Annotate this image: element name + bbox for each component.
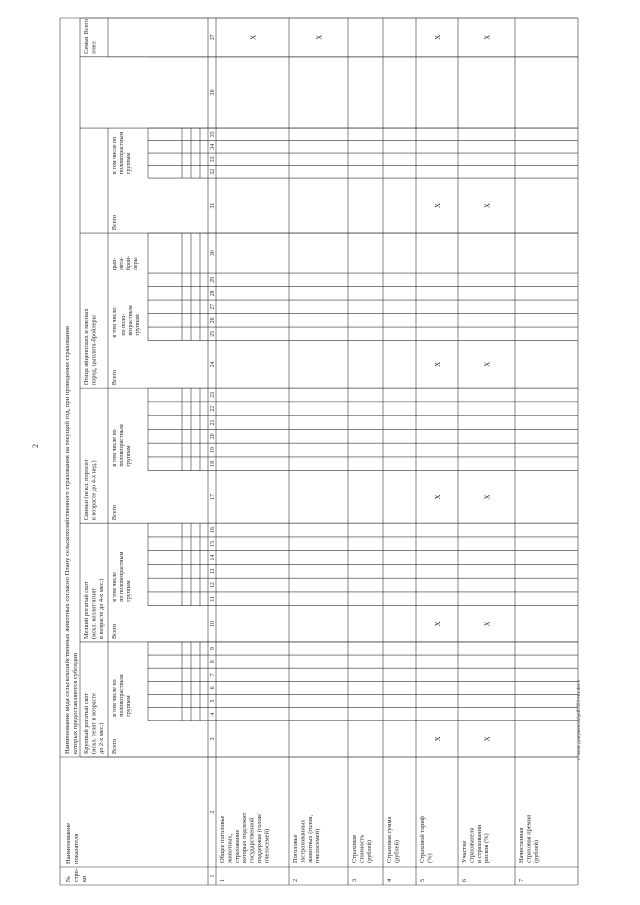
group-title: Крупный рогатый скот bbox=[83, 692, 90, 754]
age-group-label: возрастным bbox=[128, 305, 134, 336]
age-group-label: группам bbox=[126, 152, 132, 175]
vsego-label: Всего bbox=[111, 738, 118, 754]
group-title: (искл. козлят/ягнят bbox=[90, 587, 98, 639]
column-number: 4 bbox=[210, 712, 216, 716]
incl-label: в том числе: bbox=[112, 306, 118, 338]
age-group-label: в том числе bbox=[112, 572, 118, 602]
age-group-label: в том числе по bbox=[112, 679, 118, 717]
age-group-label: в том числе по bbox=[112, 429, 118, 467]
row-number: 5 bbox=[419, 878, 426, 882]
x-mark: Х bbox=[434, 203, 442, 209]
row-label: страхование bbox=[233, 829, 241, 863]
row-label: страховая премия bbox=[525, 814, 533, 863]
x-mark: Х bbox=[434, 361, 442, 367]
row-label: Страховой тариф bbox=[419, 816, 426, 863]
rotated-table bbox=[60, 18, 578, 885]
vsego-label: Всего bbox=[111, 369, 118, 386]
column-number: 3 bbox=[210, 737, 216, 741]
row-label: Общее поголовье bbox=[219, 815, 226, 863]
group-title: Свиньи (искл. поросят bbox=[83, 459, 90, 521]
row-label: которых подлежит bbox=[241, 812, 249, 863]
row-label: (рублей) bbox=[393, 839, 401, 863]
num-col-header: стро- bbox=[73, 868, 80, 882]
column-number: 31 bbox=[210, 202, 216, 209]
x-mark: Х bbox=[483, 621, 492, 627]
group-title: (искл. телят в возрасте bbox=[90, 693, 98, 754]
column-number: 8 bbox=[210, 660, 216, 664]
column-number: 10 bbox=[210, 620, 216, 627]
column-number: 35 bbox=[210, 131, 216, 138]
broiler-label: цып- bbox=[112, 257, 118, 271]
age-group-label: половозрастным bbox=[119, 131, 125, 175]
num-col-header: ки bbox=[81, 875, 88, 882]
group-title: пород, цыплята-бройлеры bbox=[90, 315, 98, 386]
age-group-label: группам bbox=[126, 445, 132, 467]
group-title: в возрасте до 4-х нед.) bbox=[90, 460, 98, 521]
column-number: 15 bbox=[210, 540, 216, 547]
column-number: 7 bbox=[210, 673, 216, 677]
age-group-label: по поло- bbox=[121, 313, 127, 336]
vsego-label: Всего bbox=[111, 214, 118, 231]
column-number: 18 bbox=[210, 460, 216, 467]
row-label: рисков (%) bbox=[483, 833, 491, 863]
group-title: пчел bbox=[90, 41, 98, 54]
group-title: Семьи bbox=[83, 36, 90, 54]
x-mark: Х bbox=[483, 203, 492, 209]
x-mark: Х bbox=[249, 34, 258, 40]
page-number: 2 bbox=[31, 444, 40, 448]
row-label: государственной bbox=[248, 817, 256, 863]
column-number: 22 bbox=[210, 405, 216, 412]
x-mark: Х bbox=[434, 621, 442, 627]
column-number: 9 bbox=[210, 647, 216, 650]
row-label: застрахованных bbox=[299, 819, 307, 863]
row-label: стоимость bbox=[358, 834, 366, 863]
x-mark: Х bbox=[434, 34, 442, 40]
row-label: Поголовье bbox=[292, 834, 299, 863]
column-number: 20 bbox=[210, 433, 216, 440]
column-number: 23 bbox=[210, 392, 216, 398]
column-number: 17 bbox=[210, 494, 216, 500]
x-mark: Х bbox=[315, 34, 324, 40]
row-number: 1 bbox=[219, 878, 226, 882]
column-number: 5 bbox=[210, 699, 216, 703]
vsego-label: Всего bbox=[111, 623, 118, 639]
column-number: 28 bbox=[210, 290, 216, 297]
x-mark: Х bbox=[434, 494, 442, 500]
vsego-label: Всего bbox=[111, 504, 118, 521]
column-number: 33 bbox=[210, 156, 216, 163]
x-mark: Х bbox=[483, 494, 492, 500]
group-title: Мелкий рогатый скот bbox=[83, 581, 90, 639]
column-number: 24 bbox=[210, 361, 216, 368]
main-header: которых предоставляются субсидии bbox=[72, 652, 79, 754]
row-number: 7 bbox=[518, 878, 525, 882]
row-label: Страховая bbox=[351, 835, 358, 863]
group-title: Всего bbox=[83, 19, 90, 35]
column-number: 30 bbox=[210, 250, 216, 256]
row-label: (%) bbox=[426, 853, 434, 863]
column-number: 27 bbox=[210, 303, 216, 310]
broiler-label: брой- bbox=[126, 255, 132, 271]
column-number: 6 bbox=[210, 686, 216, 690]
column-number: 36 bbox=[210, 89, 216, 96]
column-number: 34 bbox=[210, 143, 216, 150]
indicator-header: показателя bbox=[73, 833, 80, 864]
row-label: (рублей) bbox=[365, 839, 373, 863]
age-group-label: по половозрастным bbox=[119, 551, 125, 602]
row-label: Начисленная bbox=[518, 827, 525, 863]
row-label: животных, bbox=[226, 833, 234, 863]
column-number: 12 bbox=[210, 582, 216, 588]
column-number: 21 bbox=[210, 419, 216, 426]
broiler-label: леры bbox=[133, 257, 139, 271]
column-number: 14 bbox=[210, 554, 216, 561]
row-number: 3 bbox=[351, 878, 358, 882]
row-label: (рублей) bbox=[532, 839, 540, 863]
broiler-label: лята- bbox=[119, 256, 125, 271]
row-label: пчелосемей) bbox=[263, 828, 271, 863]
age-group-label: в том числе по bbox=[112, 136, 118, 175]
column-number: 1 bbox=[210, 874, 216, 878]
column-number: 29 bbox=[210, 276, 216, 283]
group-title: в возрасте до 4-х мес.) bbox=[98, 578, 105, 639]
x-mark: Х bbox=[483, 361, 492, 367]
row-number: 4 bbox=[386, 878, 393, 882]
num-col-header: № bbox=[65, 876, 72, 882]
column-number: 26 bbox=[210, 317, 216, 324]
row-label: в страховании bbox=[475, 824, 483, 863]
column-number: 16 bbox=[210, 527, 216, 533]
row-label: животных (голов, bbox=[306, 815, 314, 863]
x-mark: Х bbox=[483, 736, 492, 742]
row-label: страхователя bbox=[468, 827, 476, 863]
group-title: до 2-х мес.) bbox=[98, 722, 105, 754]
file-path-footer: c:\мои документы\pdf\391-пп.docx bbox=[576, 679, 582, 760]
column-number: 2 bbox=[210, 810, 216, 814]
column-number: 32 bbox=[210, 168, 216, 175]
x-mark: Х bbox=[434, 736, 442, 742]
row-label: поддержке (голов/ bbox=[256, 813, 263, 863]
main-header: Наименование вида сельскохозяйственных животных согласно Плану сельскохозяйственного страхования на текущий год, при проведении страхования bbox=[64, 326, 71, 754]
age-group-label: группам bbox=[126, 695, 132, 717]
row-label: Страховая сумма bbox=[386, 816, 393, 863]
age-group-label: группам bbox=[126, 580, 132, 602]
row-label: пчелосемей) bbox=[314, 828, 322, 863]
x-mark: Х bbox=[483, 34, 492, 40]
indicator-header: Наименование bbox=[65, 822, 72, 864]
column-number: 11 bbox=[210, 596, 216, 602]
column-number: 19 bbox=[210, 447, 216, 453]
group-title: Птица яйценоских и мясных bbox=[83, 308, 90, 386]
age-group-label: половозрастным bbox=[119, 674, 125, 717]
column-number: 25 bbox=[210, 330, 216, 337]
row-number: 2 bbox=[292, 878, 299, 882]
age-group-label: группам bbox=[135, 314, 141, 336]
row-label: Участие bbox=[461, 840, 468, 863]
column-number: 37 bbox=[210, 34, 216, 41]
age-group-label: половозрастным bbox=[119, 424, 125, 467]
row-number: 6 bbox=[461, 878, 468, 882]
column-number: 13 bbox=[210, 568, 216, 575]
